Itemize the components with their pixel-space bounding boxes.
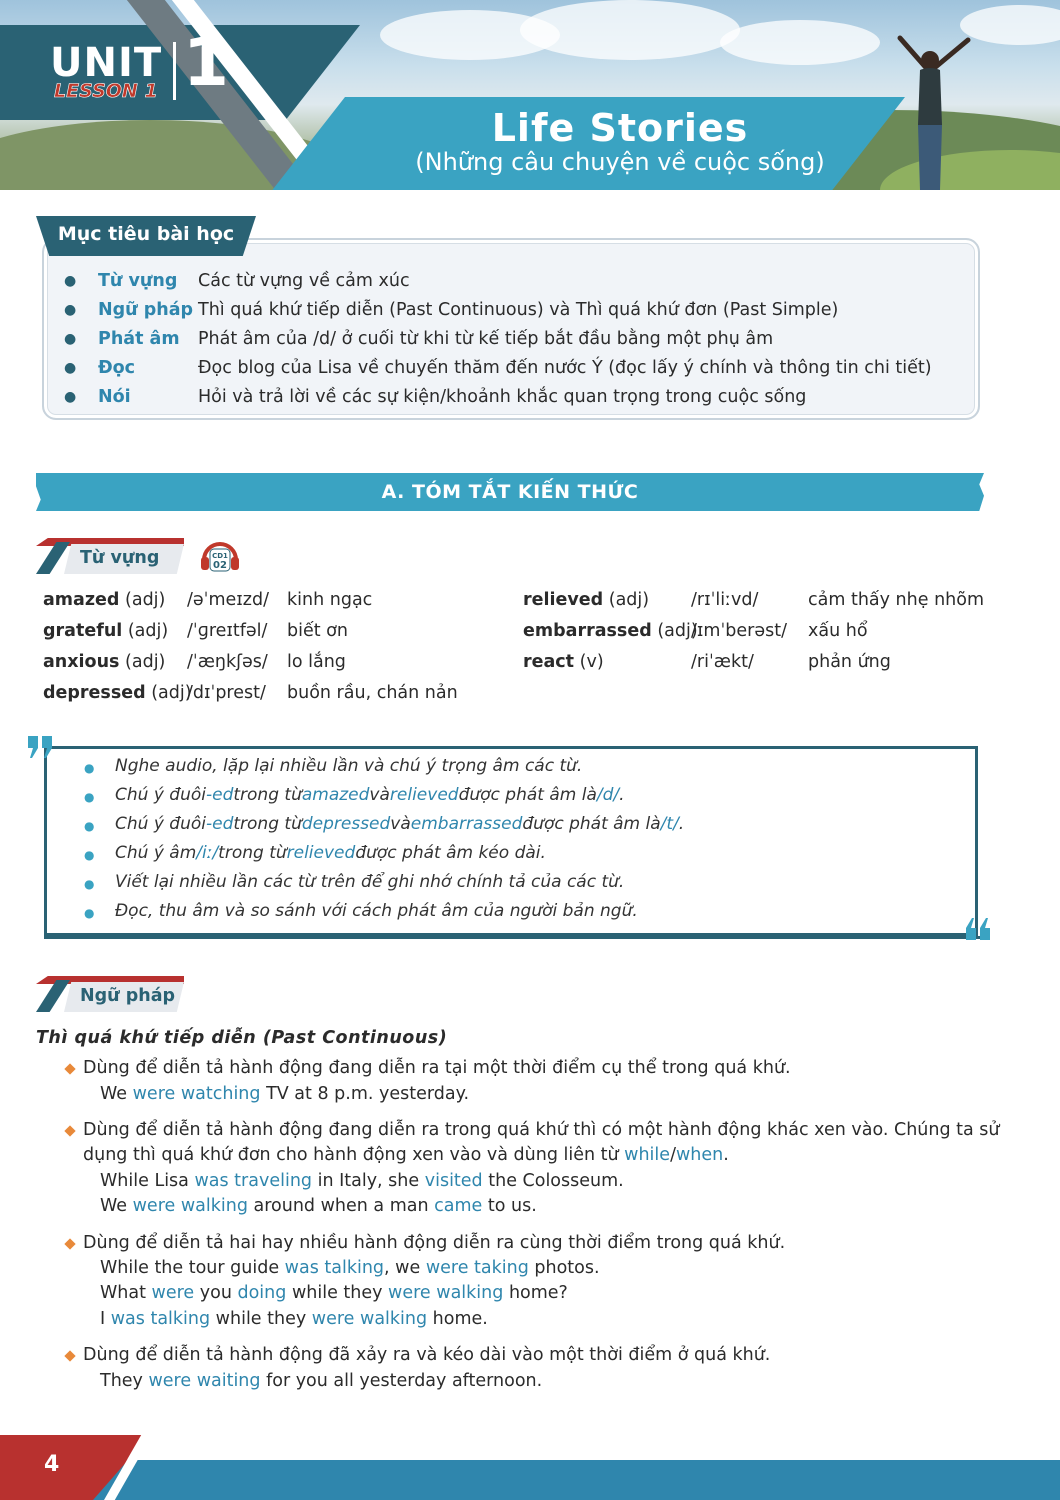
header-banner: [0, 0, 1060, 190]
vocab-meaning: xấu hổ: [808, 621, 868, 641]
tip-item: Viết lại nhiều lần các từ trên để ghi nhớ chính tả của các từ.: [115, 872, 625, 892]
page-number: 4: [44, 1452, 60, 1477]
vocab-word: embarrassed: [523, 621, 652, 641]
grammar-example: We were walking around when a man came to us.: [100, 1196, 537, 1216]
tip-item: Đọc, thu âm và so sánh với cách phát âm của người bản ngữ.: [115, 901, 638, 921]
diamond-bullet-icon: [64, 1125, 75, 1136]
grammar-rule-continued: dụng thì quá khứ đơn cho hành động xen vào và dùng liên từ while/when.: [83, 1145, 729, 1165]
vocab-pos: (adj): [127, 621, 169, 641]
vocab-ipa: /rɪˈliːvd/: [691, 590, 759, 610]
vocab-ipa: /dɪˈprest/: [187, 683, 266, 703]
unit-word: UNIT: [50, 40, 163, 86]
vocab-meaning: phản ứng: [808, 652, 891, 672]
vocab-entry: [43, 590, 165, 618]
tip-item: Chú ý đuôi -ed trong từ depressed và embarrassed được phát âm là /t/ .: [115, 814, 685, 834]
grammar-rule: Dùng để diễn tả hành động đang diễn ra trong quá khứ thì có một hành động khác xen vào. Chúng ta sử: [83, 1120, 1000, 1140]
vocab-entry: [43, 621, 168, 649]
vocab-word: relieved: [523, 590, 604, 610]
vocab-pos: (adj): [657, 621, 698, 641]
unit-number: 1: [183, 24, 229, 101]
vocab-word: anxious: [43, 652, 120, 672]
cd-label: CD1: [212, 552, 228, 560]
vocab-entry: [523, 590, 649, 618]
grammar-rule: Dùng để diễn tả hành động đang diễn ra tại một thời điểm cụ thể trong quá khứ.: [83, 1058, 791, 1078]
grammar-example: While the tour guide was talking, we were taking photos.: [100, 1258, 600, 1278]
vocab-meaning: biết ơn: [287, 621, 348, 641]
vocab-pos: (adj): [125, 652, 166, 672]
objective-item: ● Từ vựng Các từ vựng về cảm xúc: [64, 270, 410, 291]
vocab-pos: (v): [579, 652, 604, 672]
vocab-ipa: /ɪmˈberəst/: [691, 621, 787, 641]
vocabulary-tab: [36, 538, 186, 574]
objective-item: ● Nói Hỏi và trả lời về các sự kiện/khoảnh khắc quan trọng trong cuộc sống: [64, 386, 807, 407]
vocab-ipa: /ˈɡreɪtfəl/: [187, 621, 268, 641]
bullet-icon: ●: [84, 877, 95, 891]
unit-divider: [173, 42, 176, 100]
grammar-tab-label: Ngữ pháp: [80, 986, 176, 1006]
objectives-heading-tab: [36, 216, 256, 256]
bullet-icon: ●: [64, 359, 77, 376]
bullet-icon: ●: [64, 388, 77, 405]
vocab-meaning: lo lắng: [287, 652, 346, 672]
grammar-example: They were waiting for you all yesterday afternoon.: [100, 1371, 543, 1391]
bullet-icon: ●: [64, 272, 77, 289]
objective-item: ● Đọc Đọc blog của Lisa về chuyến thăm đến nước Ý (đọc lấy ý chính và thông tin chi tiết): [64, 357, 932, 378]
objective-item: ● Phát âm Phát âm của /d/ ở cuối từ khi từ kế tiếp bắt đầu bằng một phụ âm: [64, 328, 774, 349]
vocabulary-tab-label: Từ vựng: [80, 548, 160, 568]
tip-item: Chú ý đuôi -ed trong từ amazed và relieved được phát âm là /d/ .: [115, 785, 625, 805]
vocab-word: grateful: [43, 621, 123, 641]
diamond-bullet-icon: [64, 1063, 75, 1074]
vocab-meaning: buồn rầu, chán nản: [287, 683, 458, 703]
vocab-entry: [43, 652, 165, 680]
vocab-ipa: /əˈmeɪzd/: [187, 590, 269, 610]
bullet-icon: ●: [84, 906, 95, 920]
vocab-meaning: kinh ngạc: [287, 590, 373, 610]
vocab-word: depressed: [43, 683, 146, 703]
tip-item: Chú ý âm /iː/ trong từ relieved được phát âm kéo dài.: [115, 843, 546, 863]
grammar-tab: [36, 976, 186, 1012]
lesson-subtitle: (Những câu chuyện về cuộc sống): [415, 148, 825, 176]
vocab-entry: [523, 652, 604, 680]
vocab-word: react: [523, 652, 575, 672]
bullet-icon: ●: [84, 819, 95, 833]
grammar-topic-title: Thì quá khứ tiếp diễn (Past Continuous): [36, 1028, 448, 1048]
grammar-rule: Dùng để diễn tả hai hay nhiều hành động diễn ra cùng thời điểm trong quá khứ.: [83, 1233, 786, 1253]
vocab-pos: (adj): [608, 590, 650, 610]
vocab-ipa: /riˈækt/: [691, 652, 754, 672]
diamond-bullet-icon: [64, 1350, 75, 1361]
vocab-entry: [523, 621, 698, 649]
objective-item: ● Ngữ pháp Thì quá khứ tiếp diễn (Past Continuous) và Thì quá khứ đơn (Past Simple): [64, 299, 839, 320]
lesson-title: Life Stories: [491, 106, 749, 150]
bullet-icon: ●: [84, 761, 95, 775]
grammar-example: We were watching TV at 8 p.m. yesterday.: [100, 1084, 470, 1104]
tip-item: Nghe audio, lặp lại nhiều lần và chú ý trọng âm các từ.: [115, 756, 583, 776]
grammar-rule: Dùng để diễn tả hành động đã xảy ra và kéo dài vào một thời điểm ở quá khứ.: [83, 1345, 771, 1365]
quote-open-icon: [26, 734, 56, 760]
grammar-example: I was talking while they were walking home.: [100, 1309, 488, 1329]
cd-track-number: 02: [213, 560, 227, 571]
bullet-icon: ●: [84, 848, 95, 862]
vocab-word: amazed: [43, 590, 120, 610]
quote-close-icon: [962, 916, 992, 942]
section-a-title: A. TÓM TẮT KIẾN THỨC: [381, 481, 639, 503]
lesson-label: LESSON 1: [54, 80, 158, 102]
bullet-icon: ●: [84, 790, 95, 804]
footer-bar: [0, 1460, 1060, 1500]
audio-cd-icon[interactable]: [200, 542, 240, 572]
grammar-example: While Lisa was traveling in Italy, she visited the Colosseum.: [100, 1171, 624, 1191]
celebrating-person-illustration: [880, 30, 980, 190]
vocab-entry: [43, 683, 192, 711]
vocab-pos: (adj): [125, 590, 166, 610]
objectives-heading: Mục tiêu bài học: [57, 223, 235, 245]
bullet-icon: ●: [64, 301, 77, 318]
bullet-icon: ●: [64, 330, 77, 347]
diamond-bullet-icon: [64, 1238, 75, 1249]
vocab-pos: (adj): [151, 683, 192, 703]
vocab-ipa: /ˈæŋkʃəs/: [187, 652, 268, 672]
vocab-meaning: cảm thấy nhẹ nhõm: [808, 590, 984, 610]
grammar-example: What were you doing while they were walking home?: [100, 1283, 568, 1303]
